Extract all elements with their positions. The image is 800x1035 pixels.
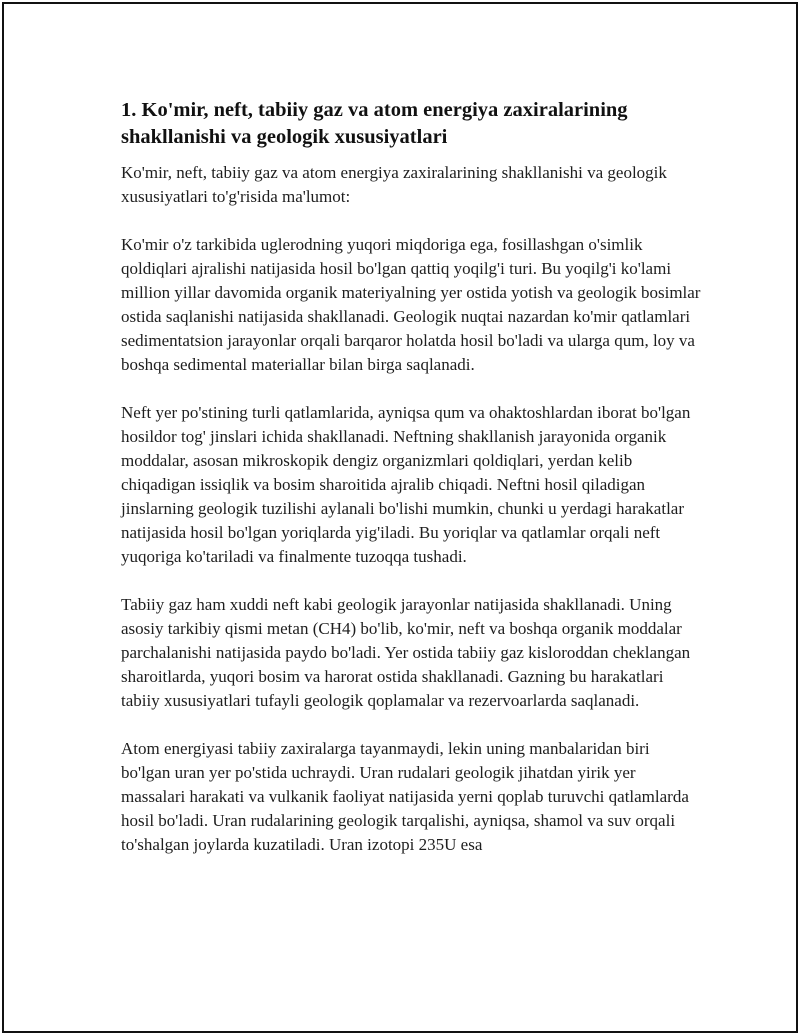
natural-gas-paragraph: Tabiiy gaz ham xuddi neft kabi geologik jarayonlar natijasida shakllanadi. Uning asosiy tarkibiy qismi metan (CH4) bo'lib, ko'mir, neft va boshqa organik moddalar parchalanishi natijasida paydo bo'ladi. Yer ostida tabiiy gaz kisloroddan cheklangan sharoitlarda, yuqori bosim va harorat ostida shakllanadi. Gazning bu harakatlari tabiiy xususiyatlari tufayli geologik qoplamalar va rezervoarlarda saqlanadi. bbox=[121, 595, 691, 710]
oil-paragraph: Neft yer po'stining turli qatlamlarida, ayniqsa qum va ohaktoshlardan iborat bo'lgan hosildor tog' jinslari ichida shakllanadi. Neftning shakllanish jarayonida organik moddalar, asosan mikroskopik dengiz organizmlari qoldiqlari, yerdan kelib chiqadigan issiqlik va bosim sharoitida ajralib chiqadi. Neftni hosil qiladigan jinslarning geologik tuzilishi aylanali bo'lishi mumkin, chunki u yerdagi harakatlar natijasida hosil bo'lgan yoriqlarda yig'iladi. Bu yoriqlar va qatlamlar orqali neft yuqoriga ko'tariladi va finalmente tuzoqqa tushadi. bbox=[121, 403, 691, 566]
atomic-energy-paragraph: Atom energiyasi tabiiy zaxiralarga tayanmaydi, lekin uning manbalaridan biri bo'lgan uran yer po'stida uchraydi. Uran rudalari geologik jihatdan yirik yer massalari harakati va vulkanik faoliyat natijasida yerni qoplab turuvchi qatlamlarda hosil bo'ladi. Uran rudalarining geologik tarqalishi, ayniqsa, shamol va suv orqali to'shalgan joylarda kuzatiladi. Uran izotopi 235U esa bbox=[121, 739, 689, 854]
coal-paragraph: Ko'mir o'z tarkibida uglerodning yuqori miqdoriga ega, fosillashgan o'simlik qoldiqlari ajralishi natijasida hosil bo'lgan qattiq yoqilg'i turi. Bu yoqilg'i ko'lami million yillar davomida organik materiyalning yer ostida yotish va geologik bosimlar ostida saqlanishi natijasida shakllanadi. Geologik nuqtai nazardan ko'mir qatlamlari sedimentatsion jarayonlar orqali barqaror holatda hosil bo'ladi va ularga qum, loy va boshqa sedimental materiallar bilan birga saqlanadi. bbox=[121, 235, 701, 374]
section-heading: 1. Ko'mir, neft, tabiiy gaz va atom energiya zaxiralarining shakllanishi va geologik xususiyatlari bbox=[121, 99, 628, 148]
intro-paragraph: Ko'mir, neft, tabiiy gaz va atom energiya zaxiralarining shakllanishi va geologik xususiyatlari to'g'risida ma'lumot: bbox=[121, 163, 667, 206]
document-body bbox=[121, 97, 701, 881]
page-frame bbox=[2, 2, 798, 1033]
